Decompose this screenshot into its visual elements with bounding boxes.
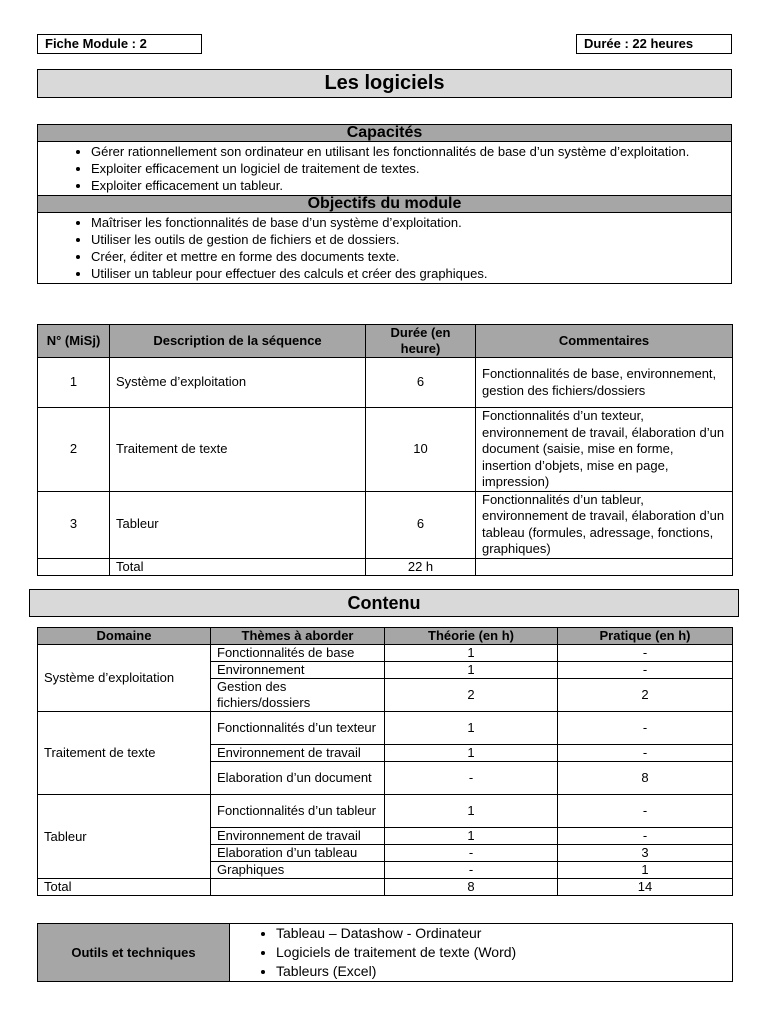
theorie-cell: -	[385, 845, 558, 862]
table-row	[38, 491, 733, 558]
outils-table	[37, 923, 733, 982]
theorie-cell: 1	[385, 662, 558, 679]
seq-description: Traitement de texte	[110, 408, 366, 492]
total-label: Total	[38, 879, 211, 896]
col-header-duree: Durée (en heure)	[366, 325, 476, 358]
total-empty-cell	[211, 879, 385, 896]
theorie-cell: 1	[385, 745, 558, 762]
total-theorie: 8	[385, 879, 558, 896]
col-header-pratique: Pratique (en h)	[558, 628, 733, 645]
module-number-box	[37, 34, 202, 54]
seq-number: 3	[38, 491, 110, 558]
col-header-commentaires: Commentaires	[476, 325, 733, 358]
theme-cell: Environnement de travail	[211, 745, 385, 762]
seq-description: Tableur	[110, 491, 366, 558]
theme-cell: Graphiques	[211, 862, 385, 879]
outil-item: • Tableurs (Excel)	[276, 962, 732, 981]
theorie-cell: -	[385, 762, 558, 795]
total-label: Total	[110, 558, 366, 576]
col-header-themes: Thèmes à aborder	[211, 628, 385, 645]
seq-comment: Fonctionnalités d’un texteur, environnement de travail, élaboration d’un document (saisie, mise en forme, insertion d’objets, mise en page, impression)	[476, 408, 733, 492]
pratique-cell: 1	[558, 862, 733, 879]
capacites-objectifs-box	[37, 124, 732, 284]
capacite-item: • Exploiter efficacement un logiciel de traitement de textes.	[91, 160, 731, 177]
contenu-title: Contenu	[29, 589, 739, 617]
seq-number: 2	[38, 408, 110, 492]
total-empty-cell	[38, 558, 110, 576]
module-duration-box	[576, 34, 732, 54]
seq-description: Système d’exploitation	[110, 358, 366, 408]
pratique-cell: -	[558, 828, 733, 845]
pratique-cell: 8	[558, 762, 733, 795]
pratique-cell: 3	[558, 845, 733, 862]
objectifs-list	[38, 212, 731, 283]
capacites-list	[38, 141, 731, 195]
table-row	[38, 358, 733, 408]
total-pratique: 14	[558, 879, 733, 896]
theorie-cell: 1	[385, 712, 558, 745]
pratique-cell: -	[558, 795, 733, 828]
table-row	[38, 712, 733, 745]
capacites-heading: Capacités	[38, 125, 731, 141]
col-header-theorie: Théorie (en h)	[385, 628, 558, 645]
theme-cell: Elaboration d’un document	[211, 762, 385, 795]
objectif-item: • Utiliser un tableur pour effectuer des calculs et créer des graphiques.	[91, 265, 731, 282]
theorie-cell: 1	[385, 828, 558, 845]
capacite-item: • Gérer rationnellement son ordinateur en utilisant les fonctionnalités de base d’un système d’exploitation.	[91, 143, 731, 160]
col-header-description: Description de la séquence	[110, 325, 366, 358]
seq-comment: Fonctionnalités d’un tableur, environnement de travail, élaboration d’un tableau (formules, adressage, fonctions, graphiques)	[476, 491, 733, 558]
col-header-domaine: Domaine	[38, 628, 211, 645]
theme-cell: Elaboration d’un tableau	[211, 845, 385, 862]
theme-cell: Environnement	[211, 662, 385, 679]
seq-duration: 10	[366, 408, 476, 492]
col-header-numero: N° (MiSj)	[38, 325, 110, 358]
seq-comment: Fonctionnalités de base, environnement, gestion des fichiers/dossiers	[476, 358, 733, 408]
seq-number: 1	[38, 358, 110, 408]
contenu-table	[37, 627, 733, 896]
pratique-cell: -	[558, 662, 733, 679]
domain-cell: Traitement de texte	[38, 712, 211, 795]
outils-list-cell	[230, 924, 733, 982]
theme-cell: Environnement de travail	[211, 828, 385, 845]
total-duration: 22 h	[366, 558, 476, 576]
domain-cell: Tableur	[38, 795, 211, 879]
pratique-cell: 2	[558, 679, 733, 712]
table-row	[38, 408, 733, 492]
seq-duration: 6	[366, 491, 476, 558]
outils-list	[230, 924, 732, 981]
capacite-item: • Exploiter efficacement un tableur.	[91, 177, 731, 194]
module-duration: Durée : 22 heures	[584, 36, 694, 51]
outils-label: Outils et techniques	[38, 924, 230, 982]
theorie-cell: 2	[385, 679, 558, 712]
objectif-item: • Maîtriser les fonctionnalités de base d’un système d’exploitation.	[91, 214, 731, 231]
table-row	[38, 795, 733, 828]
seq-duration: 6	[366, 358, 476, 408]
contenu-total-row	[38, 879, 733, 896]
pratique-cell: -	[558, 712, 733, 745]
theme-cell: Fonctionnalités d’un tableur	[211, 795, 385, 828]
page-title: Les logiciels	[37, 69, 732, 98]
objectifs-heading: Objectifs du module	[38, 195, 731, 212]
module-number: Fiche Module : 2	[45, 36, 147, 51]
theorie-cell: 1	[385, 795, 558, 828]
outil-item: • Logiciels de traitement de texte (Word)	[276, 943, 732, 962]
theme-cell: Gestion des fichiers/dossiers	[211, 679, 385, 712]
sequences-header-row	[38, 325, 733, 358]
contenu-header-row	[38, 628, 733, 645]
outil-item: • Tableau – Datashow - Ordinateur	[276, 924, 732, 943]
pratique-cell: -	[558, 645, 733, 662]
table-row	[38, 645, 733, 662]
theorie-cell: 1	[385, 645, 558, 662]
sequences-total-row	[38, 558, 733, 576]
objectif-item: • Créer, éditer et mettre en forme des documents texte.	[91, 248, 731, 265]
theme-cell: Fonctionnalités d’un texteur	[211, 712, 385, 745]
objectif-item: • Utiliser les outils de gestion de fichiers et de dossiers.	[91, 231, 731, 248]
theorie-cell: -	[385, 862, 558, 879]
total-empty-cell	[476, 558, 733, 576]
theme-cell: Fonctionnalités de base	[211, 645, 385, 662]
sequences-table	[37, 324, 733, 576]
pratique-cell: -	[558, 745, 733, 762]
domain-cell: Système d’exploitation	[38, 645, 211, 712]
